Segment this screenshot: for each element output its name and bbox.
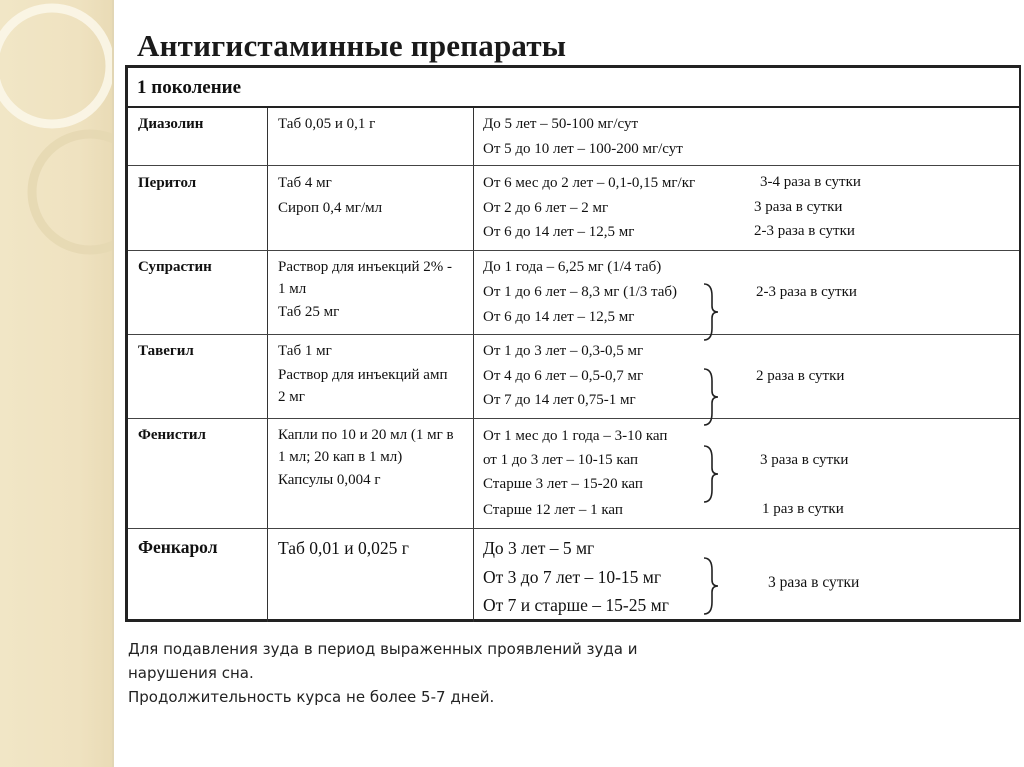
drug-form: Сироп 0,4 мг/мл [278, 200, 383, 216]
row-divider [128, 528, 1019, 529]
drug-form: Капли по 10 и 20 мл (1 мг в 1 мл; 20 кап в 1 мл) [278, 427, 454, 465]
frequency: 2-3 раза в сутки [754, 223, 855, 239]
side-panel-edge [112, 0, 114, 767]
dose-line: Старше 3 лет – 15-20 кап [483, 476, 643, 492]
decorative-rings [0, 0, 112, 767]
frequency: 3 раза в сутки [754, 199, 843, 215]
dose-line: От 6 до 14 лет – 12,5 мг [483, 309, 635, 325]
dose-line: От 7 до 14 лет 0,75-1 мг [483, 392, 636, 408]
drug-name: Фенистил [138, 427, 206, 443]
dose-line: До 3 лет – 5 мг [483, 538, 595, 558]
frequency: 3 раза в сутки [760, 452, 849, 468]
drug-name: Тавегил [138, 343, 194, 359]
drug-form: Таб 1 мг [278, 343, 332, 359]
dose-line: От 5 до 10 лет – 100-200 мг/сут [483, 141, 683, 157]
drug-form: Таб 4 мг [278, 175, 332, 191]
row-divider [128, 250, 1019, 251]
dose-line: от 1 до 3 лет – 10-15 кап [483, 452, 638, 468]
drug-name: Диазолин [138, 116, 204, 132]
dose-line: От 1 до 6 лет – 8,3 мг (1/3 таб) [483, 284, 678, 300]
brace-icon [702, 367, 720, 427]
brace-icon [702, 282, 720, 342]
dose-line: До 5 лет – 50-100 мг/сут [483, 116, 639, 132]
column-divider [473, 108, 474, 622]
dose-line: От 1 до 3 лет – 0,3-0,5 мг [483, 343, 644, 359]
frequency: 2-3 раза в сутки [756, 284, 857, 300]
decorative-side-panel [0, 0, 112, 767]
row-divider [128, 418, 1019, 419]
drug-form: Таб 0,05 и 0,1 г [278, 116, 376, 132]
frequency: 3-4 раза в сутки [760, 174, 861, 190]
column-divider [267, 108, 268, 622]
drug-name: Супрастин [138, 259, 212, 275]
footer-line: Продолжительность курса не более 5-7 дней. [128, 688, 495, 706]
row-divider [128, 165, 1019, 166]
dose-line: От 6 мес до 2 лет – 0,1-0,15 мг/кг [483, 175, 696, 191]
drug-form: Раствор для инъекций амп 2 мг [278, 367, 448, 405]
footer-note [128, 637, 688, 709]
drug-name: Перитол [138, 175, 197, 191]
dose-line: От 6 до 14 лет – 12,5 мг [483, 224, 635, 240]
page-title: Антигистаминные препараты [137, 28, 567, 63]
brace-icon [702, 556, 720, 616]
footer-line: Для подавления зуда в период выраженных проявлений зуда и нарушения сна. [128, 640, 638, 682]
frequency: 2 раза в сутки [756, 368, 845, 384]
dose-line: От 7 и старше – 15-25 мг [483, 595, 669, 615]
drug-form: Таб 0,01 и 0,025 г [278, 538, 409, 558]
brace-icon [702, 444, 720, 504]
dose-line: От 2 до 6 лет – 2 мг [483, 200, 609, 216]
dose-line: От 1 мес до 1 года – 3-10 кап [483, 428, 668, 444]
generation-header: 1 поколение [128, 68, 1019, 108]
frequency: 3 раза в сутки [768, 574, 860, 591]
dose-line: Старше 12 лет – 1 кап [483, 502, 623, 518]
row-divider [128, 334, 1019, 335]
dose-line: От 4 до 6 лет – 0,5-0,7 мг [483, 368, 644, 384]
drug-form: Раствор для инъекций 2% - 1 мл [278, 259, 453, 297]
frequency: 1 раз в сутки [762, 501, 844, 517]
drug-table [125, 65, 1021, 622]
dose-line: До 1 года – 6,25 мг (1/4 таб) [483, 259, 662, 275]
dose-line: От 3 до 7 лет – 10-15 мг [483, 567, 662, 587]
drug-form: Капсулы 0,004 г [278, 472, 381, 488]
drug-form: Таб 25 мг [278, 304, 340, 320]
drug-name: Фенкарол [138, 537, 218, 557]
